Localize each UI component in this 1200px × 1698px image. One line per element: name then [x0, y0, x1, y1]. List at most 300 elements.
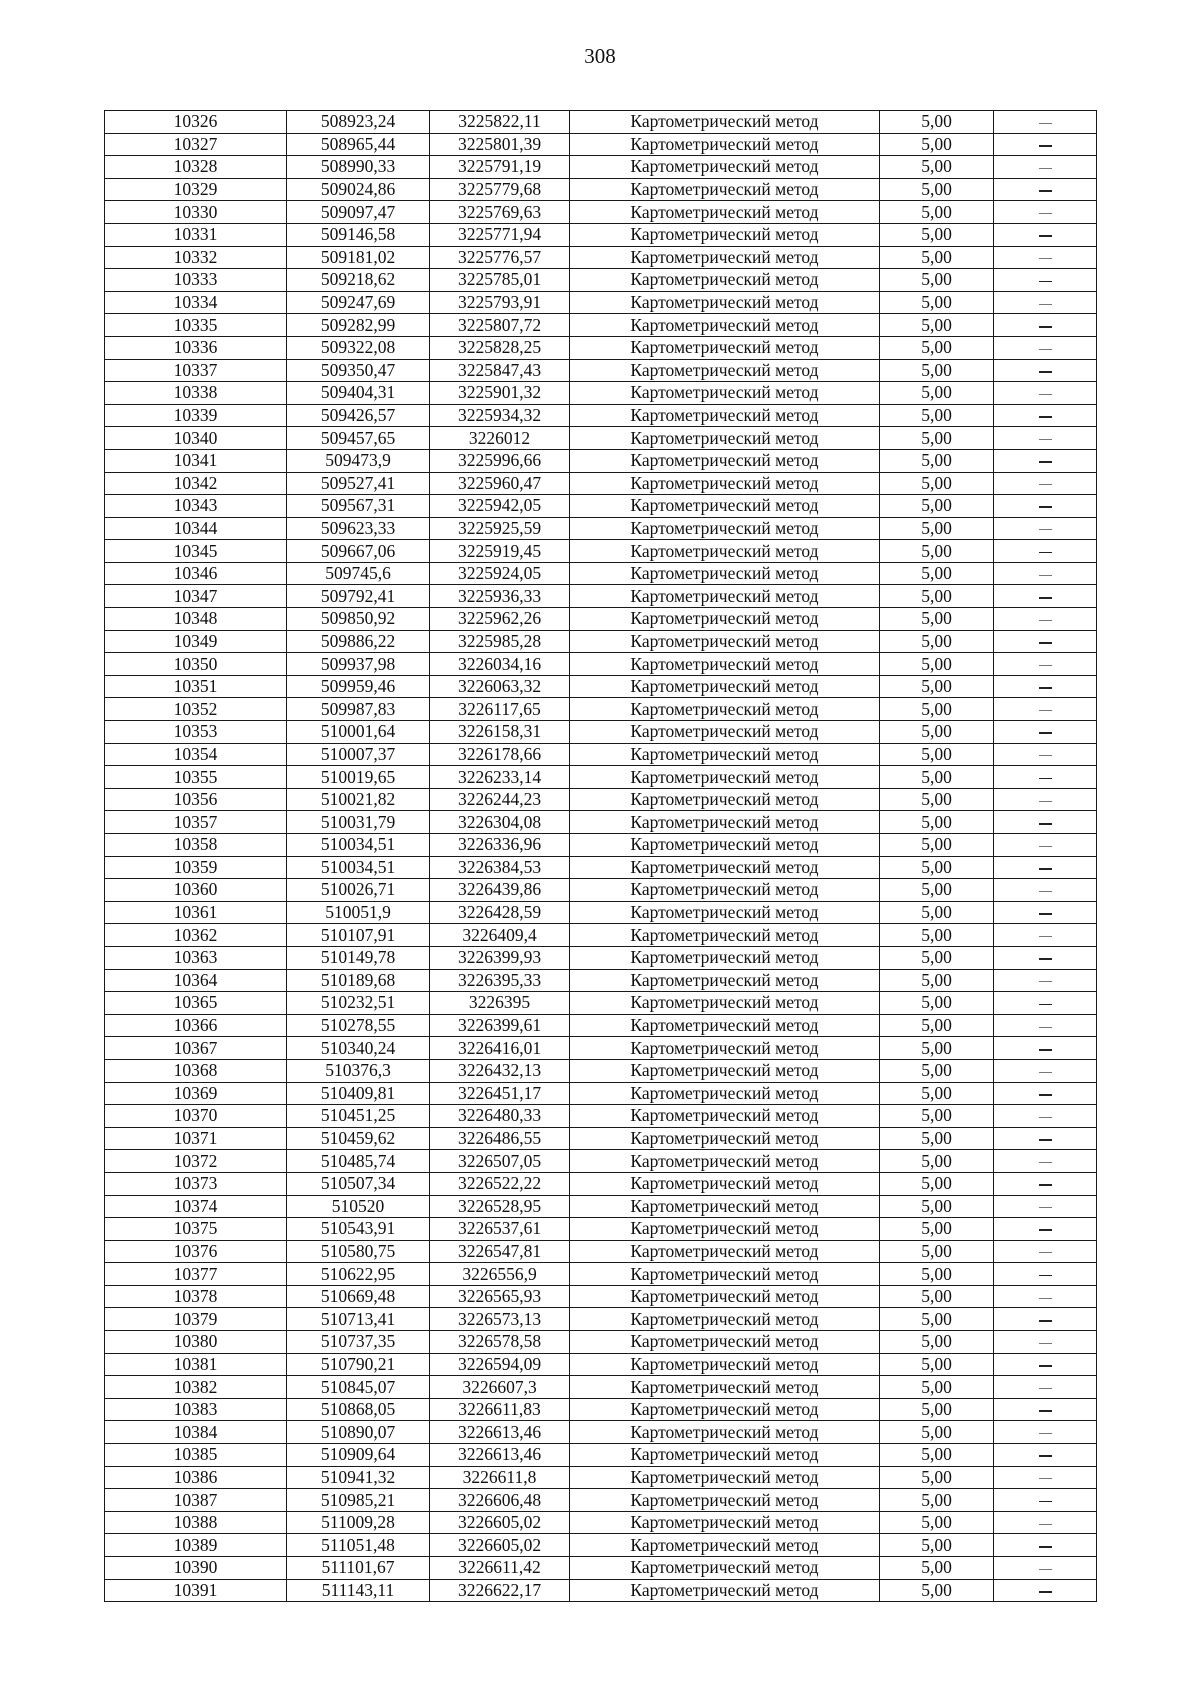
dash-mark	[1039, 823, 1052, 825]
table-row	[105, 382, 1097, 405]
empty-value-dash	[994, 382, 1097, 405]
y-coordinate-cell: 3226605,02	[430, 1511, 570, 1534]
table-row	[105, 178, 1097, 201]
table-row	[105, 1127, 1097, 1150]
y-coordinate-cell: 3225960,47	[430, 472, 570, 495]
y-coordinate-cell: 3225785,01	[430, 269, 570, 292]
table-row	[105, 1172, 1097, 1195]
point-number-cell: 10364	[105, 969, 287, 992]
table-row	[105, 879, 1097, 902]
method-cell: Картометрический метод	[570, 1489, 880, 1512]
table-row	[105, 517, 1097, 540]
dash-mark	[1039, 778, 1052, 780]
empty-value-dash	[994, 1285, 1097, 1308]
x-coordinate-cell: 510459,62	[287, 1127, 430, 1150]
method-cell: Картометрический метод	[570, 1195, 880, 1218]
point-number-cell: 10347	[105, 585, 287, 608]
y-coordinate-cell: 3225901,32	[430, 382, 570, 405]
table-row	[105, 111, 1097, 134]
dash-mark	[1039, 349, 1052, 350]
y-coordinate-cell: 3226565,93	[430, 1285, 570, 1308]
x-coordinate-cell: 511009,28	[287, 1511, 430, 1534]
y-coordinate-cell: 3226395	[430, 992, 570, 1015]
empty-value-dash	[994, 156, 1097, 179]
y-coordinate-cell: 3226547,81	[430, 1240, 570, 1263]
empty-value-dash	[994, 540, 1097, 563]
y-coordinate-cell: 3225936,33	[430, 585, 570, 608]
precision-cell: 5,00	[880, 1240, 994, 1263]
point-number-cell: 10367	[105, 1037, 287, 1060]
x-coordinate-cell: 511143,11	[287, 1579, 430, 1602]
x-coordinate-cell: 509024,86	[287, 178, 430, 201]
x-coordinate-cell: 508990,33	[287, 156, 430, 179]
empty-value-dash	[994, 291, 1097, 314]
x-coordinate-cell: 509623,33	[287, 517, 430, 540]
method-cell: Картометрический метод	[570, 924, 880, 947]
precision-cell: 5,00	[880, 585, 994, 608]
table-row	[105, 1489, 1097, 1512]
precision-cell: 5,00	[880, 946, 994, 969]
table-row	[105, 1444, 1097, 1467]
table-row	[105, 223, 1097, 246]
empty-value-dash	[994, 1014, 1097, 1037]
empty-value-dash	[994, 1534, 1097, 1557]
x-coordinate-cell: 511101,67	[287, 1557, 430, 1580]
y-coordinate-cell: 3225791,19	[430, 156, 570, 179]
precision-cell: 5,00	[880, 1466, 994, 1489]
point-number-cell: 10378	[105, 1285, 287, 1308]
method-cell: Картометрический метод	[570, 1331, 880, 1354]
table-row	[105, 1466, 1097, 1489]
x-coordinate-cell: 509792,41	[287, 585, 430, 608]
dash-mark	[1039, 1049, 1052, 1051]
method-cell: Картометрический метод	[570, 1172, 880, 1195]
x-coordinate-cell: 510909,64	[287, 1444, 430, 1467]
x-coordinate-cell: 509457,65	[287, 427, 430, 450]
table-row	[105, 1218, 1097, 1241]
dash-mark	[1039, 1229, 1052, 1231]
method-cell: Картометрический метод	[570, 766, 880, 789]
dash-mark	[1039, 1139, 1052, 1141]
point-number-cell: 10336	[105, 336, 287, 359]
empty-value-dash	[994, 1263, 1097, 1286]
dash-mark	[1039, 529, 1052, 530]
precision-cell: 5,00	[880, 1331, 994, 1354]
empty-value-dash	[994, 879, 1097, 902]
x-coordinate-cell: 509567,31	[287, 495, 430, 518]
precision-cell: 5,00	[880, 1421, 994, 1444]
point-number-cell: 10339	[105, 404, 287, 427]
y-coordinate-cell: 3226605,02	[430, 1534, 570, 1557]
empty-value-dash	[994, 314, 1097, 337]
x-coordinate-cell: 509850,92	[287, 608, 430, 631]
precision-cell: 5,00	[880, 675, 994, 698]
dash-mark	[1039, 145, 1052, 147]
point-number-cell: 10369	[105, 1082, 287, 1105]
precision-cell: 5,00	[880, 1398, 994, 1421]
empty-value-dash	[994, 1105, 1097, 1128]
x-coordinate-cell: 510669,48	[287, 1285, 430, 1308]
dash-mark	[1039, 326, 1052, 328]
y-coordinate-cell: 3226304,08	[430, 811, 570, 834]
point-number-cell: 10329	[105, 178, 287, 201]
table-row	[105, 291, 1097, 314]
x-coordinate-cell: 508923,24	[287, 111, 430, 134]
table-row	[105, 630, 1097, 653]
y-coordinate-cell: 3226034,16	[430, 653, 570, 676]
method-cell: Картометрический метод	[570, 1150, 880, 1173]
y-coordinate-cell: 3226428,59	[430, 901, 570, 924]
method-cell: Картометрический метод	[570, 1511, 880, 1534]
point-number-cell: 10371	[105, 1127, 287, 1150]
dash-mark	[1039, 439, 1052, 440]
empty-value-dash	[994, 1421, 1097, 1444]
precision-cell: 5,00	[880, 517, 994, 540]
y-coordinate-cell: 3226063,32	[430, 675, 570, 698]
x-coordinate-cell: 510340,24	[287, 1037, 430, 1060]
x-coordinate-cell: 509404,31	[287, 382, 430, 405]
x-coordinate-cell: 509959,46	[287, 675, 430, 698]
precision-cell: 5,00	[880, 178, 994, 201]
dash-mark	[1039, 1343, 1052, 1344]
method-cell: Картометрический метод	[570, 1557, 880, 1580]
method-cell: Картометрический метод	[570, 585, 880, 608]
point-number-cell: 10331	[105, 223, 287, 246]
precision-cell: 5,00	[880, 382, 994, 405]
precision-cell: 5,00	[880, 1127, 994, 1150]
precision-cell: 5,00	[880, 879, 994, 902]
dash-mark	[1039, 1004, 1052, 1006]
dash-mark	[1039, 394, 1052, 395]
dash-mark	[1039, 642, 1052, 644]
x-coordinate-cell: 511051,48	[287, 1534, 430, 1557]
point-number-cell: 10345	[105, 540, 287, 563]
method-cell: Картометрический метод	[570, 834, 880, 857]
precision-cell: 5,00	[880, 1579, 994, 1602]
empty-value-dash	[994, 201, 1097, 224]
empty-value-dash	[994, 223, 1097, 246]
table-row	[105, 314, 1097, 337]
x-coordinate-cell: 508965,44	[287, 133, 430, 156]
dash-mark	[1039, 958, 1052, 960]
y-coordinate-cell: 3226480,33	[430, 1105, 570, 1128]
x-coordinate-cell: 510409,81	[287, 1082, 430, 1105]
page-number: 308	[584, 44, 616, 68]
precision-cell: 5,00	[880, 698, 994, 721]
table-row	[105, 472, 1097, 495]
dash-mark	[1039, 1501, 1052, 1503]
method-cell: Картометрический метод	[570, 721, 880, 744]
y-coordinate-cell: 3226573,13	[430, 1308, 570, 1331]
method-cell: Картометрический метод	[570, 653, 880, 676]
method-cell: Картометрический метод	[570, 133, 880, 156]
y-coordinate-cell: 3226233,14	[430, 766, 570, 789]
point-number-cell: 10363	[105, 946, 287, 969]
precision-cell: 5,00	[880, 1195, 994, 1218]
x-coordinate-cell: 509247,69	[287, 291, 430, 314]
precision-cell: 5,00	[880, 992, 994, 1015]
coordinates-table	[104, 110, 1097, 1602]
method-cell: Картометрический метод	[570, 562, 880, 585]
dash-mark	[1039, 687, 1052, 689]
point-number-cell: 10384	[105, 1421, 287, 1444]
precision-cell: 5,00	[880, 359, 994, 382]
empty-value-dash	[994, 743, 1097, 766]
table-row	[105, 495, 1097, 518]
x-coordinate-cell: 510737,35	[287, 1331, 430, 1354]
point-number-cell: 10350	[105, 653, 287, 676]
method-cell: Картометрический метод	[570, 1398, 880, 1421]
x-coordinate-cell: 510507,34	[287, 1172, 430, 1195]
precision-cell: 5,00	[880, 1037, 994, 1060]
empty-value-dash	[994, 133, 1097, 156]
method-cell: Картометрический метод	[570, 856, 880, 879]
table-row	[105, 1353, 1097, 1376]
point-number-cell: 10368	[105, 1059, 287, 1082]
precision-cell: 5,00	[880, 449, 994, 472]
precision-cell: 5,00	[880, 1150, 994, 1173]
x-coordinate-cell: 510845,07	[287, 1376, 430, 1399]
point-number-cell: 10351	[105, 675, 287, 698]
precision-cell: 5,00	[880, 969, 994, 992]
precision-cell: 5,00	[880, 1308, 994, 1331]
point-number-cell: 10346	[105, 562, 287, 585]
method-cell: Картометрический метод	[570, 1014, 880, 1037]
method-cell: Картометрический метод	[570, 1466, 880, 1489]
table-row	[105, 766, 1097, 789]
dash-mark	[1039, 1094, 1052, 1096]
table-row	[105, 1331, 1097, 1354]
y-coordinate-cell: 3225776,57	[430, 246, 570, 269]
empty-value-dash	[994, 359, 1097, 382]
table-row	[105, 1105, 1097, 1128]
empty-value-dash	[994, 1127, 1097, 1150]
method-cell: Картометрический метод	[570, 1082, 880, 1105]
dash-mark	[1039, 1410, 1052, 1412]
empty-value-dash	[994, 404, 1097, 427]
method-cell: Картометрический метод	[570, 1421, 880, 1444]
empty-value-dash	[994, 336, 1097, 359]
method-cell: Картометрический метод	[570, 156, 880, 179]
method-cell: Картометрический метод	[570, 1218, 880, 1241]
dash-mark	[1039, 801, 1052, 802]
x-coordinate-cell: 509350,47	[287, 359, 430, 382]
point-number-cell: 10359	[105, 856, 287, 879]
point-number-cell: 10356	[105, 788, 287, 811]
dash-mark	[1039, 732, 1052, 734]
method-cell: Картометрический метод	[570, 404, 880, 427]
method-cell: Картометрический метод	[570, 472, 880, 495]
table-row	[105, 336, 1097, 359]
x-coordinate-cell: 510868,05	[287, 1398, 430, 1421]
dash-mark	[1039, 1072, 1052, 1073]
table-row	[105, 811, 1097, 834]
point-number-cell: 10361	[105, 901, 287, 924]
precision-cell: 5,00	[880, 269, 994, 292]
method-cell: Картометрический метод	[570, 1263, 880, 1286]
table-row	[105, 675, 1097, 698]
table-row	[105, 788, 1097, 811]
dash-mark	[1039, 1117, 1052, 1118]
table-row	[105, 1579, 1097, 1602]
dash-mark	[1039, 190, 1052, 192]
x-coordinate-cell: 510034,51	[287, 856, 430, 879]
point-number-cell: 10332	[105, 246, 287, 269]
precision-cell: 5,00	[880, 156, 994, 179]
table-row	[105, 156, 1097, 179]
table-row	[105, 1285, 1097, 1308]
method-cell: Картометрический метод	[570, 1579, 880, 1602]
precision-cell: 5,00	[880, 1218, 994, 1241]
table-row	[105, 992, 1097, 1015]
y-coordinate-cell: 3225847,43	[430, 359, 570, 382]
point-number-cell: 10365	[105, 992, 287, 1015]
precision-cell: 5,00	[880, 630, 994, 653]
precision-cell: 5,00	[880, 495, 994, 518]
dash-mark	[1039, 981, 1052, 982]
dash-mark	[1039, 710, 1052, 711]
dash-mark	[1039, 1524, 1052, 1525]
point-number-cell: 10353	[105, 721, 287, 744]
empty-value-dash	[994, 901, 1097, 924]
x-coordinate-cell: 510019,65	[287, 766, 430, 789]
y-coordinate-cell: 3225962,26	[430, 608, 570, 631]
table-row	[105, 427, 1097, 450]
method-cell: Картометрический метод	[570, 1240, 880, 1263]
empty-value-dash	[994, 1398, 1097, 1421]
empty-value-dash	[994, 788, 1097, 811]
point-number-cell: 10385	[105, 1444, 287, 1467]
y-coordinate-cell: 3226622,17	[430, 1579, 570, 1602]
point-number-cell: 10337	[105, 359, 287, 382]
empty-value-dash	[994, 608, 1097, 631]
empty-value-dash	[994, 1240, 1097, 1263]
precision-cell: 5,00	[880, 246, 994, 269]
x-coordinate-cell: 510026,71	[287, 879, 430, 902]
method-cell: Картометрический метод	[570, 314, 880, 337]
empty-value-dash	[994, 946, 1097, 969]
empty-value-dash	[994, 766, 1097, 789]
y-coordinate-cell: 3225779,68	[430, 178, 570, 201]
y-coordinate-cell: 3225934,32	[430, 404, 570, 427]
x-coordinate-cell: 510031,79	[287, 811, 430, 834]
empty-value-dash	[994, 698, 1097, 721]
method-cell: Картометрический метод	[570, 788, 880, 811]
dash-mark	[1039, 620, 1052, 621]
point-number-cell: 10380	[105, 1331, 287, 1354]
method-cell: Картометрический метод	[570, 946, 880, 969]
empty-value-dash	[994, 585, 1097, 608]
y-coordinate-cell: 3226611,42	[430, 1557, 570, 1580]
precision-cell: 5,00	[880, 856, 994, 879]
table-row	[105, 1195, 1097, 1218]
precision-cell: 5,00	[880, 1105, 994, 1128]
precision-cell: 5,00	[880, 133, 994, 156]
point-number-cell: 10377	[105, 1263, 287, 1286]
empty-value-dash	[994, 1308, 1097, 1331]
point-number-cell: 10372	[105, 1150, 287, 1173]
method-cell: Картометрический метод	[570, 608, 880, 631]
dash-mark	[1039, 891, 1052, 892]
point-number-cell: 10349	[105, 630, 287, 653]
empty-value-dash	[994, 1172, 1097, 1195]
method-cell: Картометрический метод	[570, 178, 880, 201]
table-row	[105, 698, 1097, 721]
y-coordinate-cell: 3225769,63	[430, 201, 570, 224]
table-row	[105, 1534, 1097, 1557]
dash-mark	[1039, 665, 1052, 666]
point-number-cell: 10327	[105, 133, 287, 156]
method-cell: Картометрический метод	[570, 201, 880, 224]
empty-value-dash	[994, 1331, 1097, 1354]
table-row	[105, 1263, 1097, 1286]
empty-value-dash	[994, 1195, 1097, 1218]
table-row	[105, 449, 1097, 472]
method-cell: Картометрический метод	[570, 743, 880, 766]
y-coordinate-cell: 3226395,33	[430, 969, 570, 992]
y-coordinate-cell: 3226507,05	[430, 1150, 570, 1173]
y-coordinate-cell: 3226528,95	[430, 1195, 570, 1218]
precision-cell: 5,00	[880, 608, 994, 631]
method-cell: Картометрический метод	[570, 495, 880, 518]
table-row	[105, 1511, 1097, 1534]
dash-mark	[1039, 1591, 1052, 1593]
point-number-cell: 10354	[105, 743, 287, 766]
empty-value-dash	[994, 1037, 1097, 1060]
y-coordinate-cell: 3226244,23	[430, 788, 570, 811]
y-coordinate-cell: 3226178,66	[430, 743, 570, 766]
precision-cell: 5,00	[880, 653, 994, 676]
method-cell: Картометрический метод	[570, 698, 880, 721]
y-coordinate-cell: 3226117,65	[430, 698, 570, 721]
precision-cell: 5,00	[880, 1534, 994, 1557]
precision-cell: 5,00	[880, 562, 994, 585]
empty-value-dash	[994, 562, 1097, 585]
dash-mark	[1039, 1569, 1052, 1570]
x-coordinate-cell: 509181,02	[287, 246, 430, 269]
precision-cell: 5,00	[880, 721, 994, 744]
x-coordinate-cell: 509473,9	[287, 449, 430, 472]
point-number-cell: 10352	[105, 698, 287, 721]
method-cell: Картометрический метод	[570, 1534, 880, 1557]
x-coordinate-cell: 509667,06	[287, 540, 430, 563]
method-cell: Картометрический метод	[570, 359, 880, 382]
y-coordinate-cell: 3226606,48	[430, 1489, 570, 1512]
x-coordinate-cell: 510149,78	[287, 946, 430, 969]
y-coordinate-cell: 3225919,45	[430, 540, 570, 563]
y-coordinate-cell: 3225828,25	[430, 336, 570, 359]
y-coordinate-cell: 3225771,94	[430, 223, 570, 246]
point-number-cell: 10382	[105, 1376, 287, 1399]
y-coordinate-cell: 3226613,46	[430, 1444, 570, 1467]
table-row	[105, 1557, 1097, 1580]
point-number-cell: 10370	[105, 1105, 287, 1128]
dash-mark	[1039, 1162, 1052, 1163]
x-coordinate-cell: 510376,3	[287, 1059, 430, 1082]
y-coordinate-cell: 3225793,91	[430, 291, 570, 314]
point-number-cell: 10362	[105, 924, 287, 947]
precision-cell: 5,00	[880, 1014, 994, 1037]
table-row	[105, 1037, 1097, 1060]
dash-mark	[1039, 281, 1052, 283]
x-coordinate-cell: 510189,68	[287, 969, 430, 992]
empty-value-dash	[994, 1218, 1097, 1241]
precision-cell: 5,00	[880, 336, 994, 359]
table-row	[105, 359, 1097, 382]
x-coordinate-cell: 510790,21	[287, 1353, 430, 1376]
dash-mark	[1039, 575, 1052, 576]
method-cell: Картометрический метод	[570, 992, 880, 1015]
